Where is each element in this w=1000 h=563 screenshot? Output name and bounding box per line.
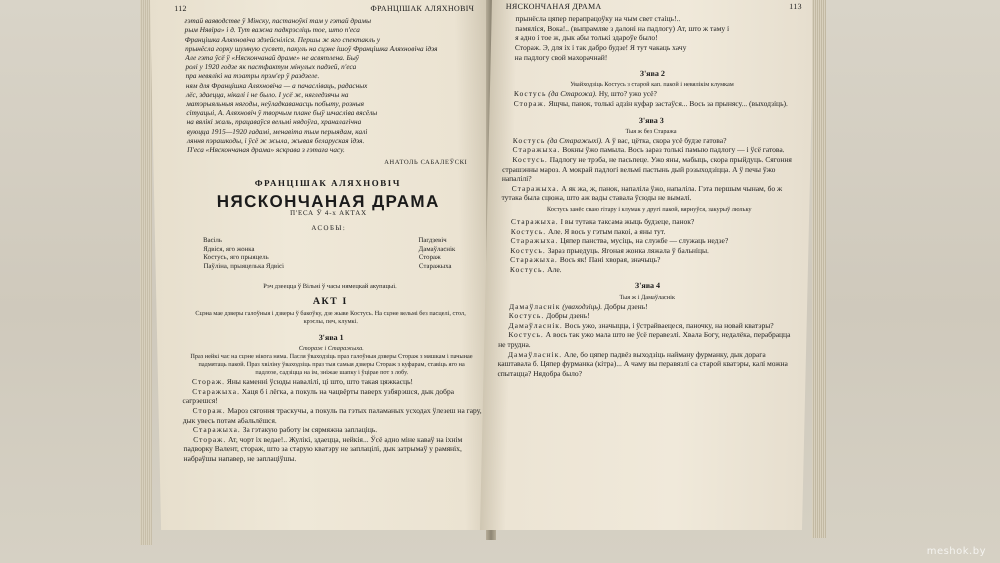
dialog-line	[497, 350, 794, 379]
intro-line: сітуацыі, А. Аляхновіч ў творчым плане быў шчасліва вясёлы	[186, 108, 378, 118]
page-edges-right	[812, 0, 826, 538]
play-title: НЯСКОНЧАНАЯ ДРАМА	[216, 191, 440, 211]
intro-line: лёс, здаецца, нікалі і не было. І усё ж, нягледзячы на	[185, 89, 349, 99]
scene-heading: З'ява 1	[318, 333, 344, 343]
speech: Вось ужо, значыцца, і ўстрайваецеся, паночку, на новай кватэры?	[564, 320, 774, 330]
speaker: Стораж.	[191, 377, 226, 387]
speech: Цяпер панства, мусіць, на службе — служаць недзе?	[560, 236, 729, 246]
intro-line: гэтай ваяводстве ў Мінску, пастаноўкі там у гэтай драмы	[184, 16, 372, 26]
cast-column-left	[203, 237, 284, 271]
left-running-head: ФРАНЦІШАК АЛЯХНОВІЧ	[370, 4, 475, 13]
dialog-line	[501, 217, 797, 227]
dialog-line	[500, 236, 796, 246]
speech: Добры дзень!	[546, 311, 590, 321]
speech: Але.	[547, 264, 562, 274]
scene-heading: З'ява 3	[638, 115, 664, 125]
intro-line: рым Нявіра» і д. Тут важна падкрэсліць тое, што п'еса	[184, 25, 360, 35]
speech: Але. Я вось у гэтым пакоі, а яны тут.	[547, 226, 666, 236]
speaker: Костусь	[513, 89, 547, 99]
dialog-line	[498, 330, 794, 349]
speaker: Дамаўласнік.	[507, 349, 563, 359]
dialog-line	[183, 425, 483, 435]
speaker: Старажыха.	[510, 236, 559, 246]
stage-direction: Праз нейкі час на сцэне нікога няма. Пасля ўваходзіць праз галоўныя дзверы Стораж з мяшкам і пачынае падмятаць пакой. Праз хвіліну ўваходзіць праз тыя самыя дзверы Стораж з куфарам, ставіць яго на падлозе, садзіцца на ім, зніжае шапку і ўцірае пот з лобу.	[190, 353, 473, 377]
speaker: Костусь.	[510, 245, 546, 255]
left-page-header	[174, 4, 474, 13]
text-line: на падлогу свой махорачнай!	[514, 52, 608, 62]
cast-list	[179, 237, 480, 271]
dialog-line	[500, 246, 796, 256]
stage-direction: Костусь занёс сваю гітару і клумак у другі пакой, вярнуўся, закурыў люльку	[546, 205, 752, 213]
dialog-line	[504, 99, 800, 109]
act-heading: АКТ I	[312, 295, 348, 307]
speech: Ящчы, панок, толькі адзін куфар застаўся... Вось за прынясу... (выходзіць).	[548, 98, 789, 108]
intro-text	[174, 16, 477, 154]
speaker: Старажыха.	[511, 183, 560, 193]
text-line: Стораж. Э, для іх і так дабро будзе! Я тут чакаць хачу	[514, 42, 687, 52]
right-page	[480, 0, 814, 530]
speaker: Дамаўласнік	[508, 301, 561, 311]
cast-heading: АСОБЫ:	[311, 224, 347, 233]
intro-signature: АНАТОЛЬ САБАЛЕЎСКІ	[384, 159, 468, 167]
speech: Яны каменні ўсюды навалілі, ці што, што такая цяжкасць!	[226, 377, 414, 387]
page-edges-left	[140, 0, 152, 545]
dialog-line	[499, 311, 795, 321]
dialog-line	[501, 227, 797, 237]
stage-direction: Тыя ж і Дамаўласнік	[619, 293, 676, 301]
speaker: Стораж.	[513, 98, 547, 108]
speaker: Старажыха.	[512, 145, 561, 155]
intro-line: на вялікі жаль, працаваўся вельмі нядоўга, храналагічна	[186, 117, 362, 127]
cast-entry: Стораж	[418, 254, 441, 262]
dialog-line	[499, 302, 795, 312]
dialog-line	[502, 145, 798, 155]
speaker: Старажыха.	[510, 255, 558, 265]
scene-heading: З'ява 4	[634, 281, 661, 291]
intro-line: ролі у 1920 годзе як пастфактум мінулых падзей, п'еса	[185, 62, 357, 72]
speaker: Костусь.	[512, 154, 548, 164]
right-running-head: НЯСКОНЧАНАЯ ДРАМА	[505, 2, 602, 11]
speech: Ну, што? ужо усё?	[598, 89, 658, 99]
watermark: meshok.by	[926, 546, 986, 557]
dialog-line	[501, 184, 797, 203]
dialog-line	[500, 255, 796, 265]
speech: Падлогу не трэба, не пасьпеце. Ужо яны, мабыць, скора прыйдуць. Сягоння страшэнны мароз. А мокрай падлогі вельмі пастынь дый рэзыходзіцца. А ў печы ўжо напалілі?	[501, 154, 792, 184]
intro-line: П'еса «Няскончаная драма» яскрава з гэтага часу.	[187, 145, 345, 155]
speaker-direction: (да Старожа).	[548, 89, 598, 99]
dialog-line	[183, 435, 484, 464]
cast-entry: Васіль	[202, 237, 223, 245]
stage-direction: Тыя ж без Стаража	[625, 127, 677, 135]
dialog-line	[502, 155, 799, 184]
cast-entry: Старажыха	[418, 263, 452, 271]
speech: Але, бо цяпер падвёз выходзіць найману фурманку, дык дорага каштавала б. Цяпер фурманка (кітра)... А чаму вы перавязлі са старой кватэры, калі можна спытацца? Нядобра было?	[497, 349, 789, 378]
dialog-line	[499, 321, 795, 331]
intro-line: пра невялікі на тэатры прэм'ер ў раздзеле.	[185, 71, 320, 81]
dialog-line	[500, 265, 796, 275]
intro-line: ляння пэрашкоды, і ўсё ж жыла, жывая беларуская ідэя.	[186, 135, 365, 145]
cast-column-right	[418, 237, 455, 271]
speaker: Старажыха.	[192, 386, 241, 396]
intro-line: Францішка Аляхновіча здзейсніліся. Першы ж яго спектакль у	[184, 34, 381, 44]
intro-line: Але гэта ўсё ў «Няскончанай драме» не асвятлена. Быў	[185, 53, 360, 63]
scene-cast: Стораж і Старажыха.	[298, 345, 364, 353]
stage-direction: Сцэна мае дзверы галоўныя і дзверы ў бакоўку, дзе жыве Костусь. На сцэне вельмі без пасцелі, стол, крэслы, печ, клумкі.	[195, 310, 466, 326]
speaker: Дамаўласнік.	[508, 320, 563, 330]
speaker: Стораж.	[192, 406, 226, 416]
right-page-number: 113	[789, 2, 802, 11]
right-page-header	[506, 2, 802, 11]
speaker: Стораж.	[193, 434, 227, 444]
speaker: Костусь.	[510, 226, 547, 236]
dialog-line	[503, 136, 799, 146]
play-setting: Рэч дзеецца ў Вільні ў часы нямецкай акупацыі.	[263, 282, 397, 290]
dialog-line	[182, 377, 482, 387]
dialog-line	[504, 89, 800, 99]
stage-direction: Увайходзіць Костусь з старой кап. пакой і невялікім клумкам	[570, 81, 734, 89]
text-line: прынёсла цяпер перапрацоўку на чым свет стаіць!..	[515, 14, 681, 24]
speech: Добры дзень!	[603, 301, 648, 311]
speaker-direction: (да Старажыхі).	[547, 135, 603, 145]
cast-entry: Паўліна, прыяцелька Ядвісі	[203, 263, 285, 271]
play-author: ФРАНЦІШАК АЛЯХНОВІЧ	[254, 178, 401, 189]
speaker: Старажыха.	[510, 216, 559, 226]
speaker: Костусь.	[508, 311, 545, 321]
intro-line: вуюцца 1915—1920 гадамі, менавіта тым перыядам, калі	[186, 126, 368, 136]
speech: Ат, чорт іх ведае!.. Жулікі, здаецца, нейкія... Ўсё адно міне каваў на іхнім падворку Валент, стораж, што за старую кватэру не заплацілі, дык затрымаў у рамяніх, набраўшы напавер, не заплаціўшы.	[183, 434, 463, 463]
cast-entry: Пагдзевіч	[418, 237, 447, 245]
dialog-line	[182, 387, 482, 406]
speech: А вось так ужо мала што не ўсё перавезлі. Хвала Богу, недалёка, перабрацца не трудна.	[498, 330, 791, 350]
text-line: я адно і тое ж, дык абы толькі здароўе было!	[515, 33, 658, 43]
speaker-direction: (уваходзіць).	[562, 301, 603, 311]
left-page	[150, 0, 499, 530]
dialog-line	[183, 406, 483, 425]
cast-entry: Ядвіся, яго жонка	[203, 245, 255, 253]
cast-entry: Костусь, яго прыяцель	[203, 254, 269, 262]
speaker: Старажыха.	[192, 425, 241, 435]
speech: Хаця б і лёгка, а покуль на чацвёрты паверх узбярэшся, дык добра сагрэешся!	[182, 386, 455, 406]
speech: А ў вас, цётка, скора усё будзе гатова?	[604, 135, 727, 145]
cast-entry: Дамаўласнік	[418, 245, 456, 253]
speech: Вось як! Пані хворая, значыць?	[559, 255, 661, 265]
speaker: Костусь.	[508, 330, 544, 340]
intro-line: матэрыяльныя нягоды, неўладкаванасць побыту, розныя	[186, 99, 365, 109]
play-subtitle: П'ЕСА Ў 4-х АКТАХ	[289, 208, 367, 217]
text-line: памяліся, Вока!.. (выпрамляе з далоні на падлогу) Ат, што ж таму і	[515, 23, 730, 33]
speech: За гэтакую работу ім сярмяжна заплаціць.	[242, 425, 378, 435]
left-page-number: 112	[174, 4, 187, 13]
speech: А як жа, ж, панок, напаліла ўжо, напаліла. Гэта першым чынам, бо ж тутака была сцюжа, што аж вады ставала ўсюды не вымалі.	[501, 183, 783, 203]
speech: І вы тутака таксама жыць будзеце, панок?	[560, 216, 695, 226]
scene-heading: З'ява 2	[639, 69, 665, 79]
intro-line: ням для Францішка Аляхновіча — а пачасліваць, радасных	[185, 80, 368, 90]
speech: Мароз сягоння траскучы, а покуль па гэтых паламаных усходах ўлезеш на гару, дык увесь потам абальлёшся.	[182, 406, 482, 425]
speech: Зараз прыедуць. Ягоная жонка ляжала ў бальніцы.	[547, 245, 710, 255]
speaker: Костусь.	[509, 264, 546, 274]
speech: Вокны ўжо памыла. Вось зараз толькі памыю падлогу — і ўсё гатова.	[562, 145, 785, 155]
open-book	[140, 0, 828, 563]
speaker: Костусь	[512, 135, 546, 145]
intro-line: прынёсла горку шумную сусвет, пакуль на сцэне ішоў Францішка Аляхновіча ідэя	[184, 43, 438, 53]
